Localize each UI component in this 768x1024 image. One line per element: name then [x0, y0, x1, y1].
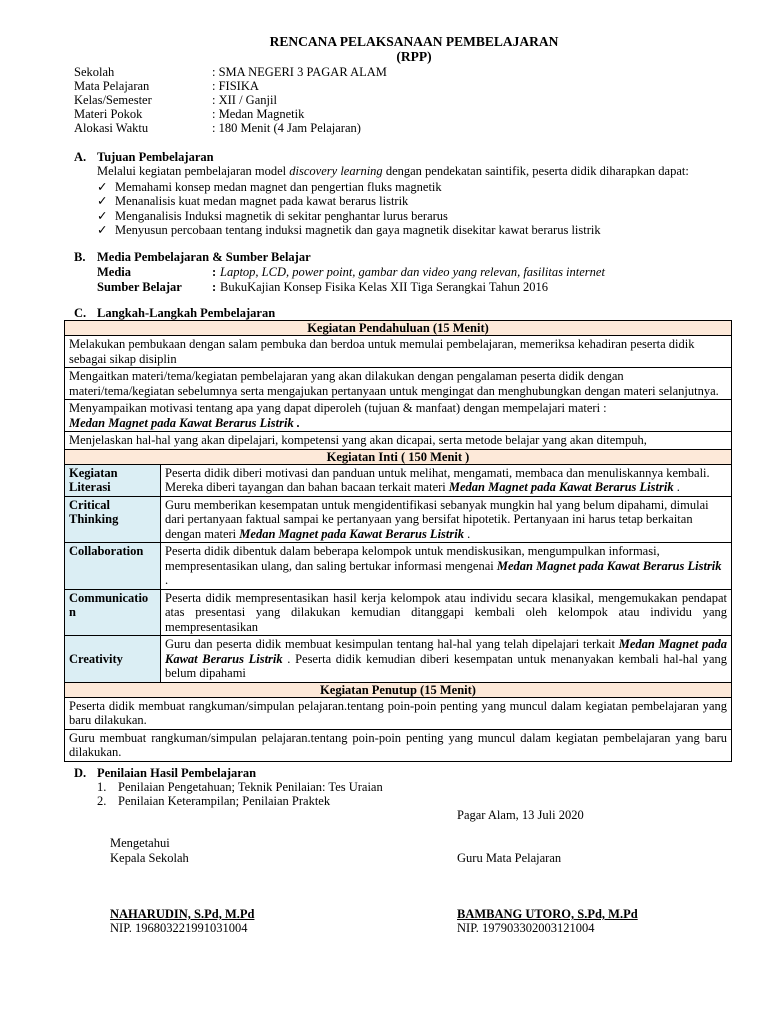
penutup-step: Peserta didik membuat rangkuman/simpulan pelajaran.tentang poin-poin penting yang muncul dalam kegiatan pembelajaran yang baru dilakukan.	[65, 697, 732, 729]
inti-text: .	[463, 526, 471, 541]
section-letter: A.	[74, 150, 87, 164]
teacher-role: Guru Mata Pelajaran	[457, 851, 562, 865]
objective-item	[97, 222, 601, 238]
inti-content	[161, 636, 732, 683]
identity-value: : 180 Menit (4 Jam Pelajaran)	[212, 121, 361, 135]
inti-label: Kegiatan Literasi	[65, 464, 161, 496]
objective-text: Memahami konsep medan magnet dan pengertian fluks magnetik	[115, 180, 442, 194]
section-heading: Langkah-Langkah Pembelajaran	[97, 306, 276, 320]
inti-label: Creativity	[65, 636, 161, 683]
step-text: Menyampaikan motivasi tentang apa yang dapat diperoleh (tujuan & manfaat) dengan mempelajari materi :	[69, 401, 607, 415]
identity-value: : SMA NEGERI 3 PAGAR ALAM	[212, 65, 387, 79]
inti-header: Kegiatan Inti ( 150 Menit )	[65, 449, 732, 464]
table-row	[65, 464, 732, 496]
table-row	[65, 682, 732, 697]
inti-text: Guru memberikan kesempatan untuk mengidentifikasi sebanyak mungkin hal yang belum dipahami, dimulai dari pertanyaan faktual sampai ke pertanyaan yang bersifat hipotetik. Pertanyaan ini harus tetap berkaitan dengan materi	[165, 497, 709, 541]
step-material: Medan Magnet pada Kawat Berarus Listrik .	[69, 415, 300, 430]
place-date: Pagar Alam, 13 Juli 2020	[457, 808, 584, 822]
sumber-label: Sumber Belajar	[97, 280, 182, 294]
objective-text: Menyusun percobaan tentang induksi magnetik dan gaya magnetik disekitar kawat berarus listrik	[115, 223, 601, 237]
sumber-value: BukuKajian Konsep Fisika Kelas XII Tiga Serangkai Tahun 2016	[220, 280, 549, 294]
teacher-nip: NIP. 197903302003121004	[457, 921, 595, 935]
table-row	[65, 400, 732, 432]
learning-steps-table	[64, 320, 732, 762]
inti-text: Peserta didik diberi motivasi dan panduan untuk melihat, mengamati, membaca dan menuliskannya kembali. Mereka diberi tayangan dan bahan bacaan terkait materi	[165, 465, 710, 494]
inti-label: Collaboration	[65, 543, 161, 590]
inti-content	[161, 543, 732, 590]
sumber-colon: :	[212, 280, 217, 294]
inti-material: Medan Magnet pada Kawat Berarus Listrik	[165, 637, 728, 666]
table-row	[65, 697, 732, 729]
assessment-number: 1.	[97, 780, 107, 794]
inti-label: Critical Thinking	[65, 496, 161, 543]
check-icon: ✓	[97, 209, 108, 223]
objective-text: Menganalisis Induksi magnetik di sekitar penghantar lurus berarus	[115, 209, 448, 223]
check-icon: ✓	[97, 194, 108, 208]
principal-role: Kepala Sekolah	[110, 851, 189, 865]
table-row	[65, 496, 732, 543]
principal-nip: NIP. 196803221991031004	[110, 921, 248, 935]
section-heading: Penilaian Hasil Pembelajaran	[97, 766, 257, 780]
assessment-item: Penilaian Keterampilan; Penilaian Praktek	[118, 794, 331, 808]
assessment-number: 2.	[97, 794, 107, 808]
teacher-name: BAMBANG UTORO, S.Pd, M.Pd	[457, 907, 638, 921]
document-title: RENCANA PELAKSANAAN PEMBELAJARAN	[269, 34, 559, 49]
inti-text: .	[165, 573, 169, 587]
document-subtitle: (RPP)	[396, 49, 432, 64]
inti-text: .	[673, 480, 680, 494]
identity-label: Mata Pelajaran	[74, 79, 150, 93]
penutup-header: Kegiatan Penutup (15 Menit)	[65, 682, 732, 697]
inti-label: Communicatio n	[65, 589, 161, 636]
identity-value: : FISIKA	[212, 79, 259, 93]
principal-name: NAHARUDIN, S.Pd, M.Pd	[110, 907, 255, 921]
acknowledge-label: Mengetahui	[110, 836, 170, 850]
section-heading: Tujuan Pembelajaran	[97, 150, 214, 164]
identity-label: Sekolah	[74, 65, 115, 79]
identity-value: : Medan Magnetik	[212, 107, 305, 121]
inti-text: Peserta didik dibentuk dalam beberapa kelompok untuk mendiskusikan, mengumpulkan informasi, mempresentasikan ulang, dan saling bertukar informasi mengenai	[165, 544, 660, 573]
identity-label: Materi Pokok	[74, 107, 143, 121]
inti-text: Peserta didik mempresentasikan hasil kerja kelompok atau individu secara klasikal, mengemukakan pendapat atas presentasi yang dilakukan kemudian ditanggapi kembali oleh kelompok atau individu yang mempresentasikan	[165, 590, 727, 634]
section-letter: C.	[74, 306, 87, 320]
section-heading: Media Pembelajaran & Sumber Belajar	[97, 250, 311, 264]
inti-content	[161, 496, 732, 543]
inti-content	[161, 589, 732, 636]
assessment-item: Penilaian Pengetahuan; Teknik Penilaian: Tes Uraian	[118, 780, 383, 794]
penutup-step: Guru membuat rangkuman/simpulan pelajaran.tentang poin-poin penting yang muncul dalam kegiatan pembelajaran yang baru dilakukan.	[65, 729, 732, 761]
pendahuluan-step: Menjelaskan hal-hal yang akan dipelajari, kompetensi yang akan dicapai, serta metode belajar yang akan ditempuh,	[65, 432, 732, 450]
inti-material: Medan Magnet pada Kawat Berarus Listrik	[239, 526, 464, 541]
media-label: Media	[97, 265, 132, 279]
table-row	[65, 543, 732, 590]
section-letter: B.	[74, 250, 86, 264]
objective-item	[97, 193, 408, 209]
table-row	[65, 368, 732, 400]
identity-label: Kelas/Semester	[74, 93, 152, 107]
inti-material: Medan Magnet pada Kawat Berarus Listrik	[496, 558, 722, 573]
inti-text: Guru dan peserta didik membuat kesimpulan tentang hal-hal yang telah dipelajari terkait	[165, 637, 619, 651]
identity-value: : XII / Ganjil	[212, 93, 277, 107]
section-letter: D.	[74, 766, 87, 780]
inti-material: Medan Magnet pada Kawat Berarus Listrik	[448, 480, 674, 494]
check-icon: ✓	[97, 223, 108, 237]
table-row	[65, 449, 732, 464]
pendahuluan-header: Kegiatan Pendahuluan (15 Menit)	[65, 321, 732, 336]
check-icon: ✓	[97, 180, 108, 194]
table-row	[65, 432, 732, 450]
identity-label: Alokasi Waktu	[74, 121, 149, 135]
objective-text: Menanalisis kuat medan magnet pada kawat berarus listrik	[115, 194, 409, 208]
media-value: Laptop, LCD, power point, gambar dan video yang relevan, fasilitas internet	[220, 265, 605, 279]
pendahuluan-step: Melakukan pembukaan dengan salam pembuka dan berdoa untuk memulai pembelajaran, memeriksa kehadiran peserta didik sebagai sikap disiplin	[65, 336, 732, 368]
media-colon: :	[212, 265, 217, 279]
table-row	[65, 321, 732, 336]
section-a-intro	[97, 164, 689, 179]
pendahuluan-step: Mengaitkan materi/tema/kegiatan pembelajaran yang akan dilakukan dengan pengalaman peserta didik dengan materi/tema/kegiatan sebelumnya serta mengajukan pertanyaan untuk mengingat dan menghubungkan dengan materi selanjutnya.	[65, 368, 732, 400]
pendahuluan-step	[65, 400, 732, 432]
inti-text: . Peserta didik kemudian diberi kesempatan untuk menanyakan kembali hal-hal yang belum dipahami	[165, 651, 727, 680]
table-row	[65, 336, 732, 368]
intro-italic: discovery learning	[289, 164, 383, 178]
inti-content	[161, 464, 732, 496]
intro-text: dengan pendekatan saintifik, peserta didik diharapkan dapat:	[382, 164, 689, 178]
intro-text: Melalui kegiatan pembelajaran model	[97, 164, 290, 178]
table-row	[65, 589, 732, 636]
table-row	[65, 729, 732, 761]
table-row	[65, 636, 732, 683]
